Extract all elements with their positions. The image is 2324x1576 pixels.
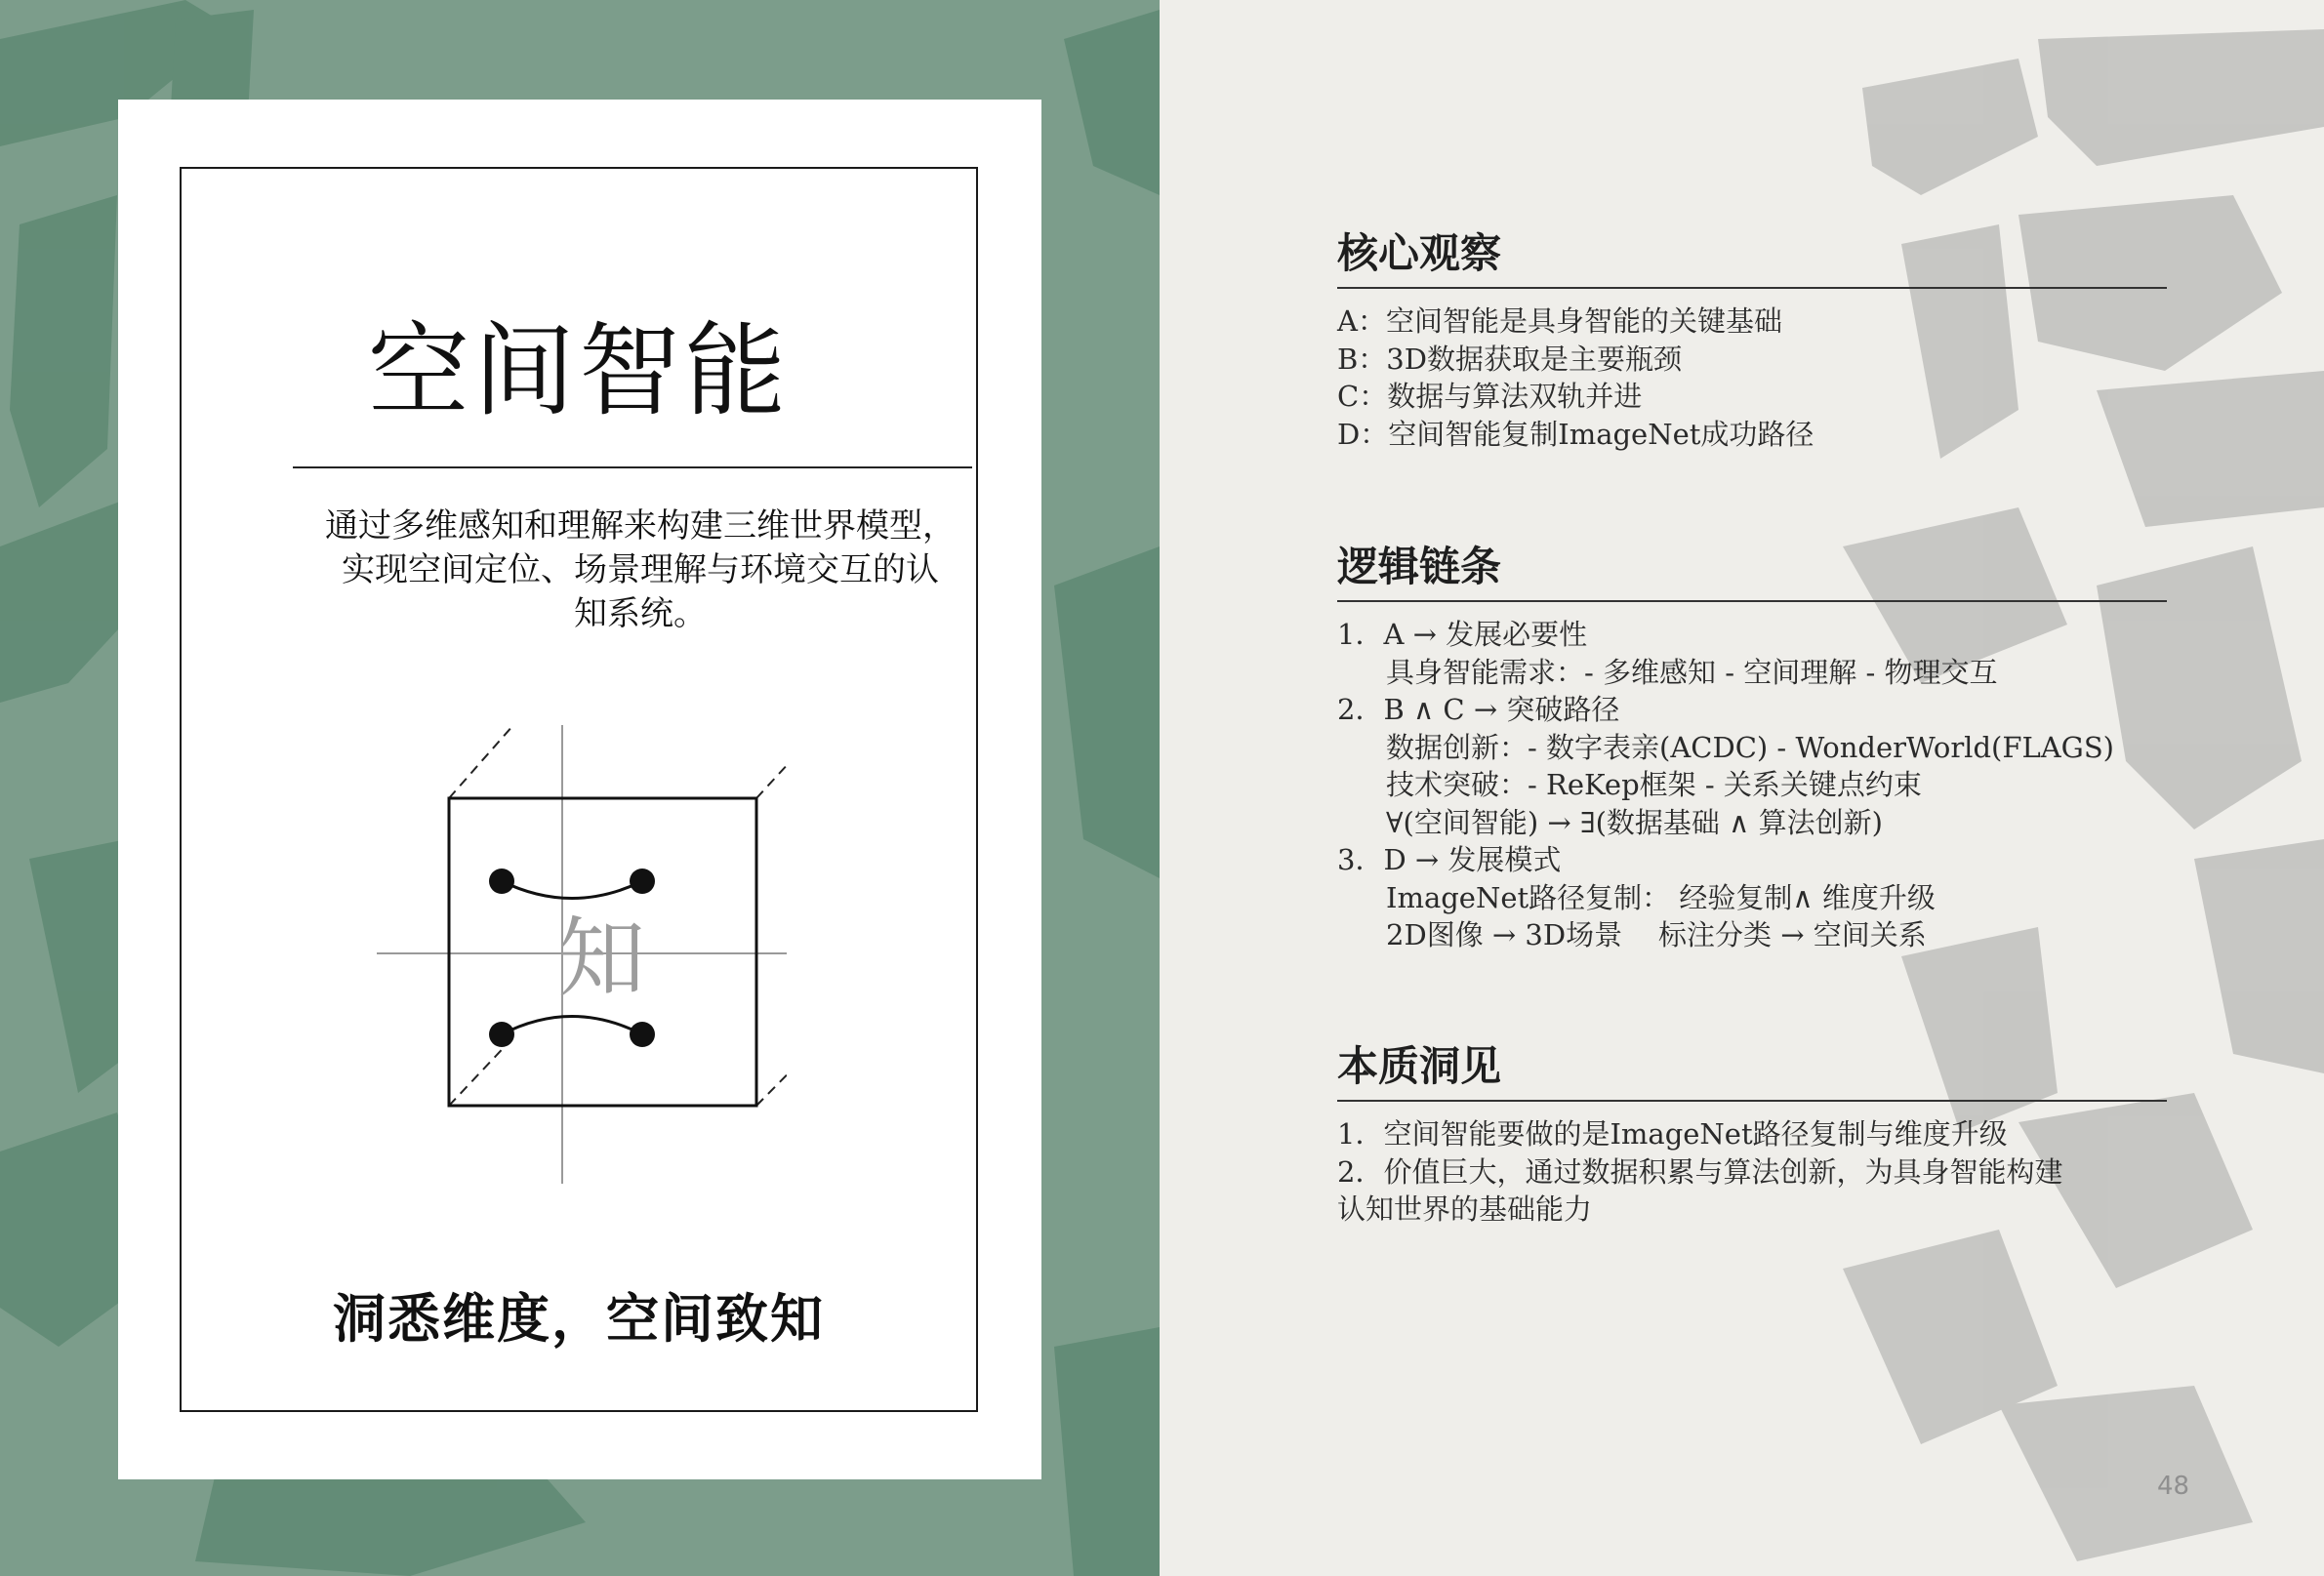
section-line: 技术突破：- ReKep框架 - 关系关键点约束 — [1386, 768, 1922, 801]
card-motto: 洞悉维度，空间致知 — [333, 1288, 825, 1350]
section-essential-insights — [1337, 1039, 2167, 1229]
card-description — [299, 505, 982, 636]
section-heading: 核心观察 — [1337, 229, 1502, 277]
top-right-dot — [630, 869, 655, 894]
top-connector-curve — [502, 881, 642, 899]
bottom-connector-curve — [502, 1017, 642, 1035]
section-line: 2．价值巨大，通过数据积累与算法创新，为具身智能构建 — [1337, 1154, 2063, 1189]
title-underline — [293, 466, 972, 468]
section-line: 3．D → 发展模式 — [1337, 843, 1562, 876]
section-line: 数据创新：- 数字表亲(ACDC) - WonderWorld(FLAGS) — [1386, 730, 2114, 764]
section-line: C：数据与算法双轨并进 — [1337, 380, 1643, 413]
card-description-line: 知系统。 — [574, 594, 707, 633]
card-frame — [180, 167, 978, 1412]
section-line: 2D图像 → 3D场景 标注分类 → 空间关系 — [1386, 918, 1927, 951]
right-panel — [1160, 0, 2324, 1576]
card-description-line: 实现空间定位、场景理解与环境交互的认 — [342, 550, 939, 589]
section-core-observations — [1337, 226, 2167, 453]
section-line: ImageNet路径复制： 经验复制∧ 维度升级 — [1386, 880, 1936, 914]
top-left-dot — [489, 869, 514, 894]
spatial-cube-diagram — [377, 725, 787, 1193]
section-line: 认知世界的基础能力 — [1337, 1192, 1593, 1226]
title-card — [118, 100, 1041, 1479]
bottom-left-dot — [489, 1022, 514, 1047]
left-panel — [0, 0, 1160, 1576]
section-line: 2．B ∧ C → 突破路径 — [1337, 693, 1620, 726]
section-heading: 逻辑链条 — [1337, 543, 1502, 590]
section-line: 具身智能需求：- 多维感知 - 空间理解 - 物理交互 — [1386, 655, 1998, 689]
section-line: D：空间智能复制ImageNet成功路径 — [1337, 417, 1814, 451]
section-heading: 本质洞见 — [1337, 1042, 1502, 1090]
section-underline — [1337, 287, 2167, 289]
section-line: 1．空间智能要做的是ImageNet路径复制与维度升级 — [1337, 1117, 2008, 1151]
section-line: A：空间智能是具身智能的关键基础 — [1337, 304, 1782, 338]
section-line: 1．A → 发展必要性 — [1337, 618, 1588, 651]
diagram-glyph: 知 — [557, 908, 645, 1010]
section-line: B：3D数据获取是主要瓶颈 — [1337, 342, 1683, 376]
section-line: ∀(空间智能) → ∃(数据基础 ∧ 算法创新) — [1386, 805, 1883, 839]
section-underline — [1337, 600, 2167, 602]
section-logic-chain — [1337, 540, 2167, 954]
page-number: 48 — [2157, 1472, 2190, 1501]
card-description-line: 通过多维感知和理解来构建三维世界模型， — [325, 506, 956, 546]
section-underline — [1337, 1100, 2167, 1102]
card-title: 空间智能 — [367, 311, 790, 430]
bottom-right-dot — [630, 1022, 655, 1047]
